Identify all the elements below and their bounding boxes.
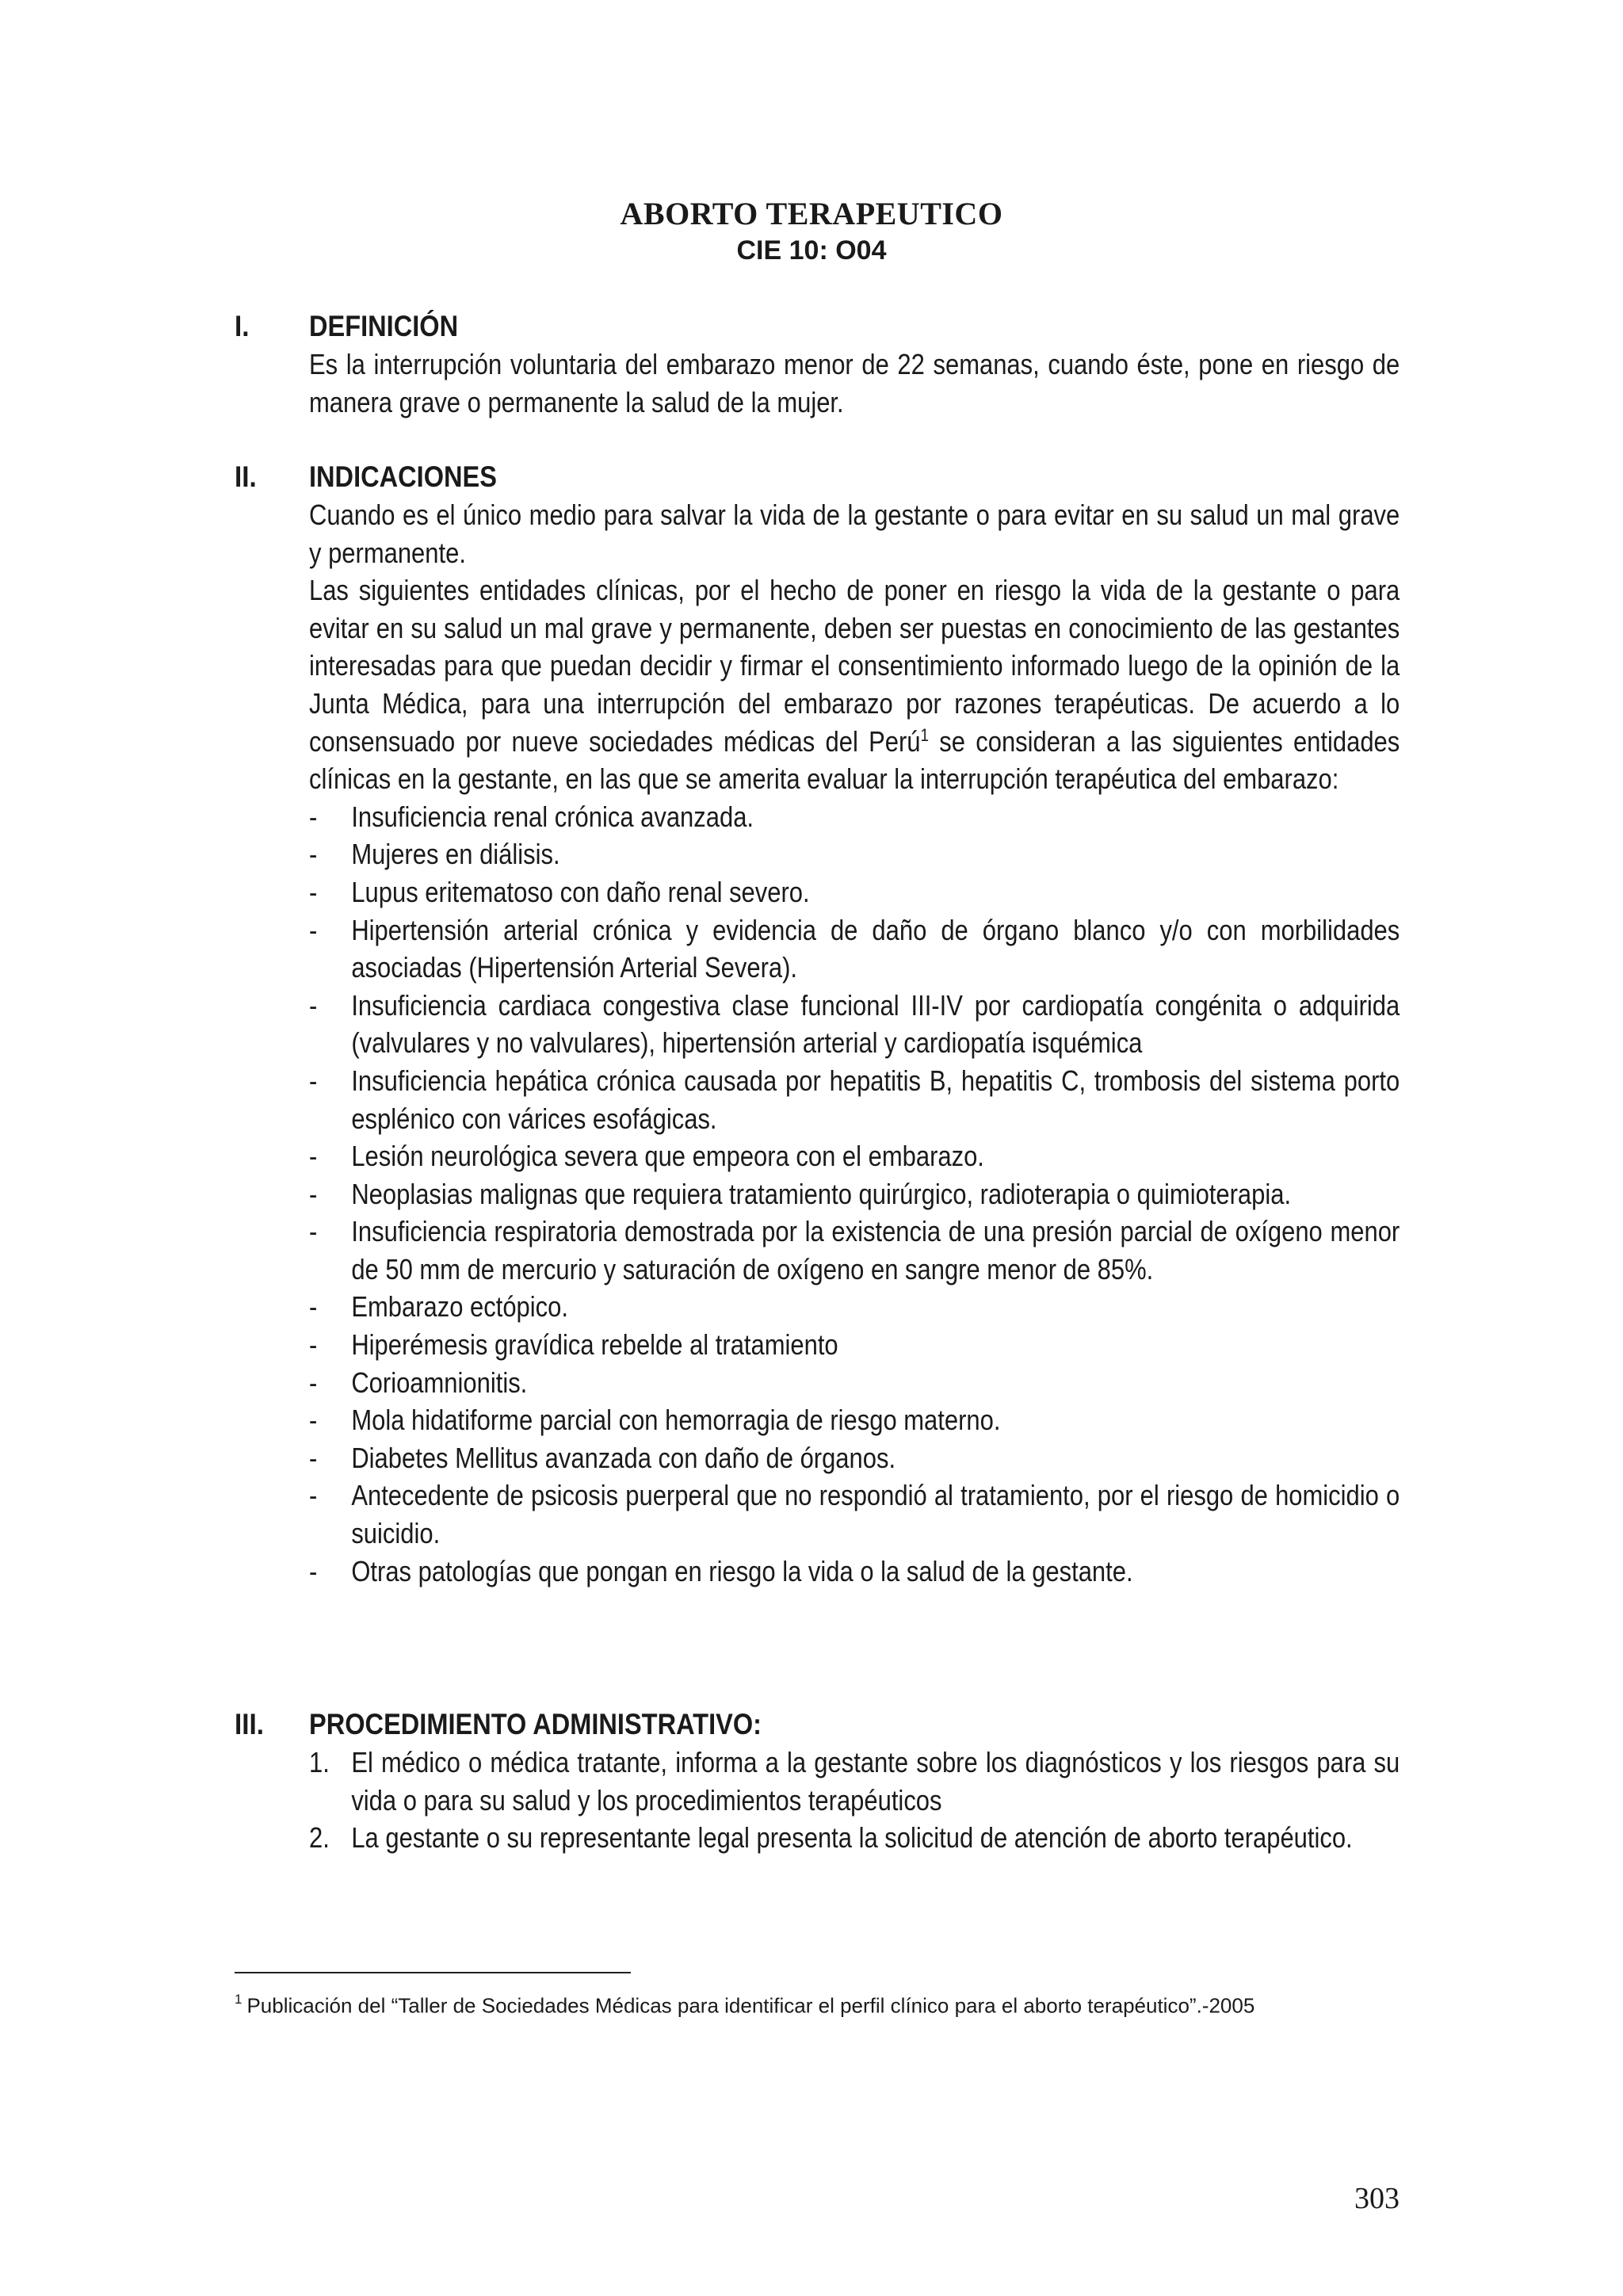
list-item-text: Insuficiencia cardiaca congestiva clase funcional III-IV por cardiopatía congénita o adquirida (valvulares y no valvulares), hipertensión arterial y cardiopatía isquémica (351, 988, 1400, 1060)
dash-bullet: - (309, 1441, 318, 1474)
procedure-list (309, 1744, 1400, 1857)
list-item-text: Insuficiencia respiratoria demostrada por la existencia de una presión parcial de oxígeno menor de 50 mm de mercurio y saturación de oxígeno en sangre menor de 85%. (351, 1215, 1400, 1286)
list-item-text: Lesión neurológica severa que empeora con el embarazo. (351, 1140, 984, 1173)
footnote-text: Publicación del “Taller de Sociedades Médicas para identificar el perfil clínico para el aborto terapéutico”.-2005 (246, 1993, 1255, 2018)
list-item (309, 1062, 1400, 1137)
list-item (309, 1326, 1400, 1364)
list-item-text: Mujeres en diálisis. (351, 838, 560, 871)
list-item (309, 1744, 1400, 1819)
footnote-separator (235, 1972, 631, 1973)
section-heading: PROCEDIMIENTO ADMINISTRATIVO: (309, 1708, 762, 1740)
list-item-text: Insuficiencia hepática crónica causada por hepatitis B, hepatitis C, trombosis del sistema porto esplénico con várices esofágicas. (351, 1064, 1400, 1135)
section-heading: DEFINICIÓN (309, 310, 459, 342)
dash-bullet: - (309, 1290, 318, 1324)
paragraph-text: Las siguientes entidades clínicas, por el hecho de poner en riesgo la vida de la gestante o para evitar en su salud un mal grave y permanente, deben ser puestas en conocimiento de las gestantes interesadas para que puedan decidir y firmar el consentimiento informado luego de la opinión de la Junta Médica, para una interrupción del embarazo por razones terapéuticas. De acuerdo a lo consensuado por nueve sociedades médicas del Perú (309, 574, 1400, 758)
list-item-text: El médico o médica tratante, informa a la gestante sobre los diagnósticos y los riesgos para su vida o para su salud y los procedimientos terapéuticos (351, 1746, 1400, 1817)
list-item (309, 1553, 1400, 1591)
list-item-text: Corioamnionitis. (351, 1366, 528, 1399)
footnote-marker: 1 (235, 1992, 242, 2007)
list-item-text: Hiperémesis gravídica rebelde al tratamiento (351, 1328, 838, 1362)
dash-bullet: - (309, 1554, 318, 1587)
list-item (309, 1137, 1400, 1175)
dash-bullet: - (309, 1215, 318, 1248)
list-item-text: Otras patologías que pongan en riesgo la vida o la salud de la gestante. (351, 1554, 1133, 1587)
dash-bullet: - (309, 913, 318, 946)
paragraph-text-cont: se consideran a las siguientes entidades clínicas en la gestante, en las que se amerita evaluar la interrupción terapéutica del embarazo: (309, 724, 1400, 796)
dash-bullet: - (309, 838, 318, 871)
list-item (309, 1477, 1400, 1552)
section-heading: INDICACIONES (309, 460, 497, 493)
indications-list (309, 798, 1400, 1590)
section-body (309, 496, 1400, 1590)
list-item-text: Antecedente de psicosis puerperal que no respondió al tratamiento, por el riesgo de homicidio o suicidio. (351, 1479, 1400, 1550)
footnote-ref: 1 (920, 724, 930, 745)
list-item-text: Mola hidatiforme parcial con hemorragia de riesgo materno. (351, 1404, 1001, 1437)
list-item-text: Insuficiencia renal crónica avanzada. (351, 800, 754, 833)
dash-bullet: - (309, 988, 318, 1022)
page-number: 303 (1354, 2182, 1400, 2215)
dash-bullet: - (309, 800, 318, 833)
list-item (309, 1175, 1400, 1213)
list-item (309, 835, 1400, 873)
list-item (309, 1819, 1400, 1857)
dash-bullet: - (309, 1328, 318, 1362)
dash-bullet: - (309, 1064, 318, 1097)
list-item (309, 911, 1400, 987)
paragraph: Cuando es el único medio para salvar la vida de la gestante o para evitar en su salud un mal grave y permanente. (309, 499, 1400, 569)
list-item-text: Embarazo ectópico. (351, 1290, 568, 1324)
dash-bullet: - (309, 1177, 318, 1210)
dash-bullet: - (309, 1479, 318, 1512)
list-number: 2. (309, 1821, 330, 1855)
list-item-text: La gestante o su representante legal presenta la solicitud de atención de aborto terapéutico. (351, 1821, 1353, 1855)
dash-bullet: - (309, 1366, 318, 1399)
section-numeral: I. (235, 310, 250, 342)
list-item (309, 873, 1400, 911)
paragraph (309, 571, 1400, 798)
list-item (309, 798, 1400, 836)
list-item (309, 1213, 1400, 1288)
paragraph: Es la interrupción voluntaria del embarazo menor de 22 semanas, cuando éste, pone en riesgo de manera grave o permanente la salud de la mujer. (309, 348, 1400, 418)
list-item (309, 1288, 1400, 1326)
list-item-text: Hipertensión arterial crónica y evidencia de daño de órgano blanco y/o con morbilidades asociadas (Hipertensión Arterial Severa). (351, 913, 1400, 984)
list-item (309, 987, 1400, 1062)
document-title: ABORTO TERAPEUTICO (620, 196, 1003, 231)
list-item-text: Neoplasias malignas que requiera tratamiento quirúrgico, radioterapia o quimioterapia. (351, 1177, 1292, 1210)
section-body (309, 346, 1400, 421)
list-item (309, 1439, 1400, 1477)
list-number: 1. (309, 1746, 330, 1778)
section-numeral: III. (235, 1708, 265, 1740)
list-item (309, 1364, 1400, 1402)
dash-bullet: - (309, 1404, 318, 1437)
list-item-text: Lupus eritematoso con daño renal severo. (351, 875, 810, 908)
footnote (235, 1988, 1423, 2019)
list-item-text: Diabetes Mellitus avanzada con daño de órganos. (351, 1441, 896, 1474)
section-numeral: II. (235, 460, 257, 493)
list-item (309, 1401, 1400, 1439)
dash-bullet: - (309, 1140, 318, 1173)
dash-bullet: - (309, 875, 318, 908)
section-body (309, 1744, 1400, 1857)
cie-code: CIE 10: O04 (736, 235, 887, 266)
